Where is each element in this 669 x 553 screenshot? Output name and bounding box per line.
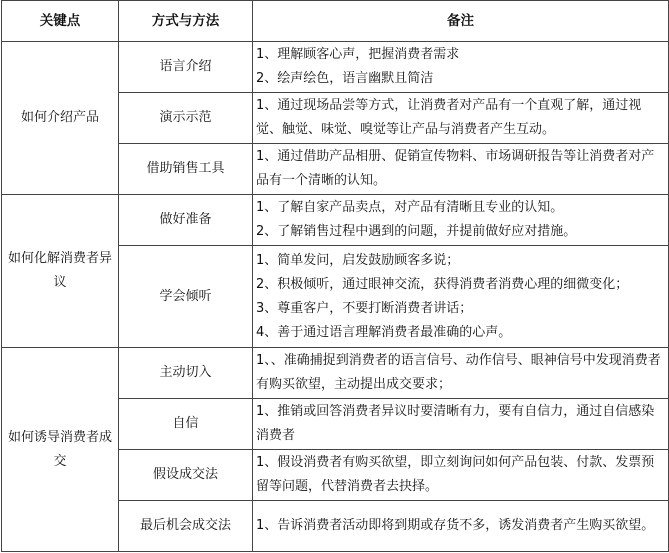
key-point-cell: 如何诱导消费者成交 <box>2 348 119 552</box>
note-line: 1、理解顾客心声，把握消费者需求 <box>256 47 460 62</box>
table-row <box>2 195 669 246</box>
note-line: 1、通过现场品尝等方式，让消费者对产品有一个直观了解，通过视觉、触觉、味觉、嗅觉等让产品与消费者产生互动。 <box>256 98 642 137</box>
note-cell <box>253 144 669 195</box>
key-point-cell: 如何化解消费者异议 <box>2 195 119 348</box>
header-key-point: 关键点 <box>2 1 119 42</box>
method-cell: 主动切入 <box>119 348 253 399</box>
note-cell <box>253 348 669 399</box>
note-line: 1、了解自家产品卖点，对产品有清晰且专业的认知。 <box>256 200 564 215</box>
note-line: 4、善于通过语言理解消费者最准确的心声。 <box>256 324 512 340</box>
note-cell <box>253 501 669 552</box>
method-cell: 自信 <box>119 399 253 450</box>
note-line: 1、通过借助产品相册、促销宣传物料、市场调研报告等让消费者对产品有一个清晰的认知。 <box>256 149 655 188</box>
note-line: 1、、准确捕捉到消费者的语言信号、动作信号、眼神信号中发现消费者有购买欲望，主动提出成交要求； <box>256 353 661 392</box>
note-line: 2、积极倾听，通过眼神交流，获得消费者消费心理的细微变化； <box>256 276 629 292</box>
method-cell: 语言介绍 <box>119 42 253 93</box>
note-cell <box>253 195 669 246</box>
note-line: 1、推销或回答消费者异议时要清晰有力，要有自信力，通过自信感染消费者 <box>256 404 655 443</box>
table-header-row <box>2 1 669 42</box>
note-line: 1、简单发问，启发鼓励顾客多说； <box>256 252 460 268</box>
note-line: 1、告诉消费者活动即将到期或存货不多，诱发消费者产生购买欲望。 <box>256 518 655 533</box>
note-line: 1、假设消费者有购买欲望，即立刻询问如何产品包装、付款、发票预留等问题，代替消费者去抉择。 <box>256 455 655 494</box>
header-method: 方式与方法 <box>119 1 253 42</box>
note-cell <box>253 246 669 348</box>
note-line: 3、尊重客户，不要打断消费者讲话； <box>256 300 473 316</box>
note-cell <box>253 399 669 450</box>
table-row <box>2 42 669 93</box>
method-cell: 做好准备 <box>119 195 253 246</box>
method-cell: 借助销售工具 <box>119 144 253 195</box>
note-cell <box>253 42 669 93</box>
method-cell: 演示示范 <box>119 93 253 144</box>
method-cell: 假设成交法 <box>119 450 253 501</box>
note-cell <box>253 93 669 144</box>
note-cell <box>253 450 669 501</box>
method-cell: 最后机会成交法 <box>119 501 253 552</box>
header-note: 备注 <box>253 1 669 42</box>
note-line: 2、了解销售过程中遇到的问题，并提前做好应对措施。 <box>256 224 577 239</box>
note-line: 2、绘声绘色，语言幽默且简洁 <box>256 71 434 86</box>
table-row <box>2 348 669 399</box>
sales-techniques-table <box>1 0 669 552</box>
key-point-cell: 如何介绍产品 <box>2 42 119 195</box>
method-cell: 学会倾听 <box>119 246 253 348</box>
